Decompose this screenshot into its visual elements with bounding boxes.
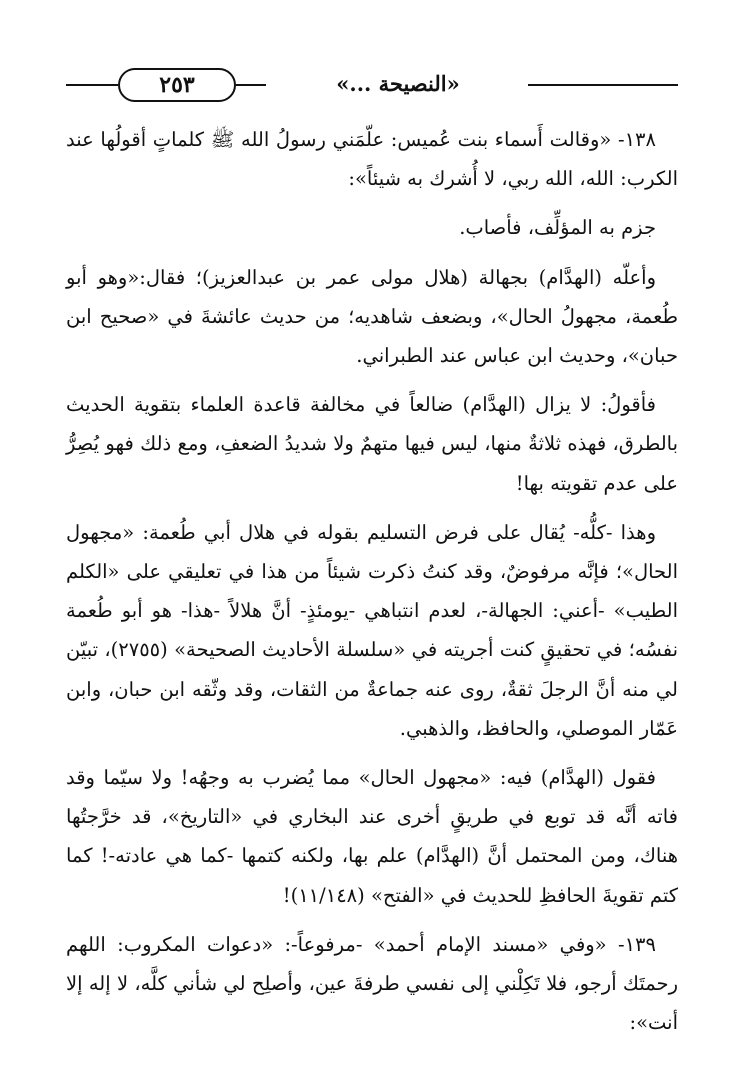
page-number: ٢٥٣ — [159, 72, 195, 98]
running-title: «النصيحة ...» — [336, 71, 460, 96]
paragraph-hadith-139: ١٣٩- «وفي «مسند الإمام أحمد» -مرفوعاً-: «دعوات المكروب: اللهم رحمتَك أرجو، فلا تَكِلْني إلى نفسي طرفةَ عين، وأصلِح لي شأني كلَّه، لا إله إلا أنت»: — [66, 932, 678, 1035]
paragraph-hadith-138: ١٣٨- «وقالت أَسماء بنت عُميس: علّمَني رسولُ الله ﷺ كلماتٍ أقولُها عند الكرب: الله، الله ربي، لا أُشرك به شيئاً»: — [66, 128, 678, 191]
paragraph-response: فأقولُ: لا يزال (الهدَّام) ضالعاً في مخالفة قاعدة العلماء بتقوية الحديث بالطرق، فهذه ثلاثةٌ منها، ليس فيها متهمٌ ولا شديدُ الضعفِ، ومع ذلك فهو يُصِرُّ على عدم تقويته بها! — [66, 393, 678, 495]
body-text — [66, 120, 678, 1042]
page-header — [66, 64, 678, 108]
paragraph-author-verdict: جزم به المؤلِّف، فأصاب. — [459, 216, 656, 240]
paragraph-rebuttal: فقول (الهدَّام) فيه: «مجهول الحال» مما يُضرب به وجهُه! ولا سيّما وقد فاته أنَّه قد توبع في طريقٍ أخرى عند البخاري في «التاريخ»، قد خرَّجتُها هناك، ومن المحتمل أنَّ (الهدَّام) علم بها، ولكنه كتمها -كما هي عادته-! كما كتم تقويةَ الحافظِ للحديث في «الفتح» (١١/١٤٨)! — [66, 766, 678, 907]
paragraph-narrator-discussion: وهذا -كلُّه- يُقال على فرض التسليم بقوله في هلال أبي طُعمة: «مجهول الحال»؛ فإنَّه مرفوضٌ، وقد كنتُ ذكرت شيئاً من هذا في تعليقي على «الكلم الطيب» -أعني: الجهالة-، لعدم انتباهي -يومئذٍ- أنَّ هلالاً -هذا- هو أبو طُعمة نفسُه؛ في تحقيقٍ كنت أجريته في «سلسلة الأحاديث الصحيحة» (٢٧٥٥)، تبيّن لي منه أنَّ الرجلَ ثقةٌ، روى عنه جماعةٌ من الثقات، وقد وثّقه ابن حبان، وابن عَمّار الموصلي، والحافظ، والذهبي. — [66, 520, 679, 740]
header-rule-left — [66, 84, 118, 86]
paragraph-critic-claim: وأعلّه (الهدَّام) بجهالة (هلال مولى عمر بن عبدالعزيز)؛ فقال:«وهو أبو طُعمة، مجهولُ الحال»، وبضعف شاهديه؛ من حديث عائشةَ في «صحيح ابن حبان»، وحديث ابن عباس عند الطبراني. — [66, 265, 678, 368]
page-number-badge — [118, 68, 236, 102]
header-rule-right — [528, 84, 678, 86]
header-rule-middle — [236, 84, 266, 86]
